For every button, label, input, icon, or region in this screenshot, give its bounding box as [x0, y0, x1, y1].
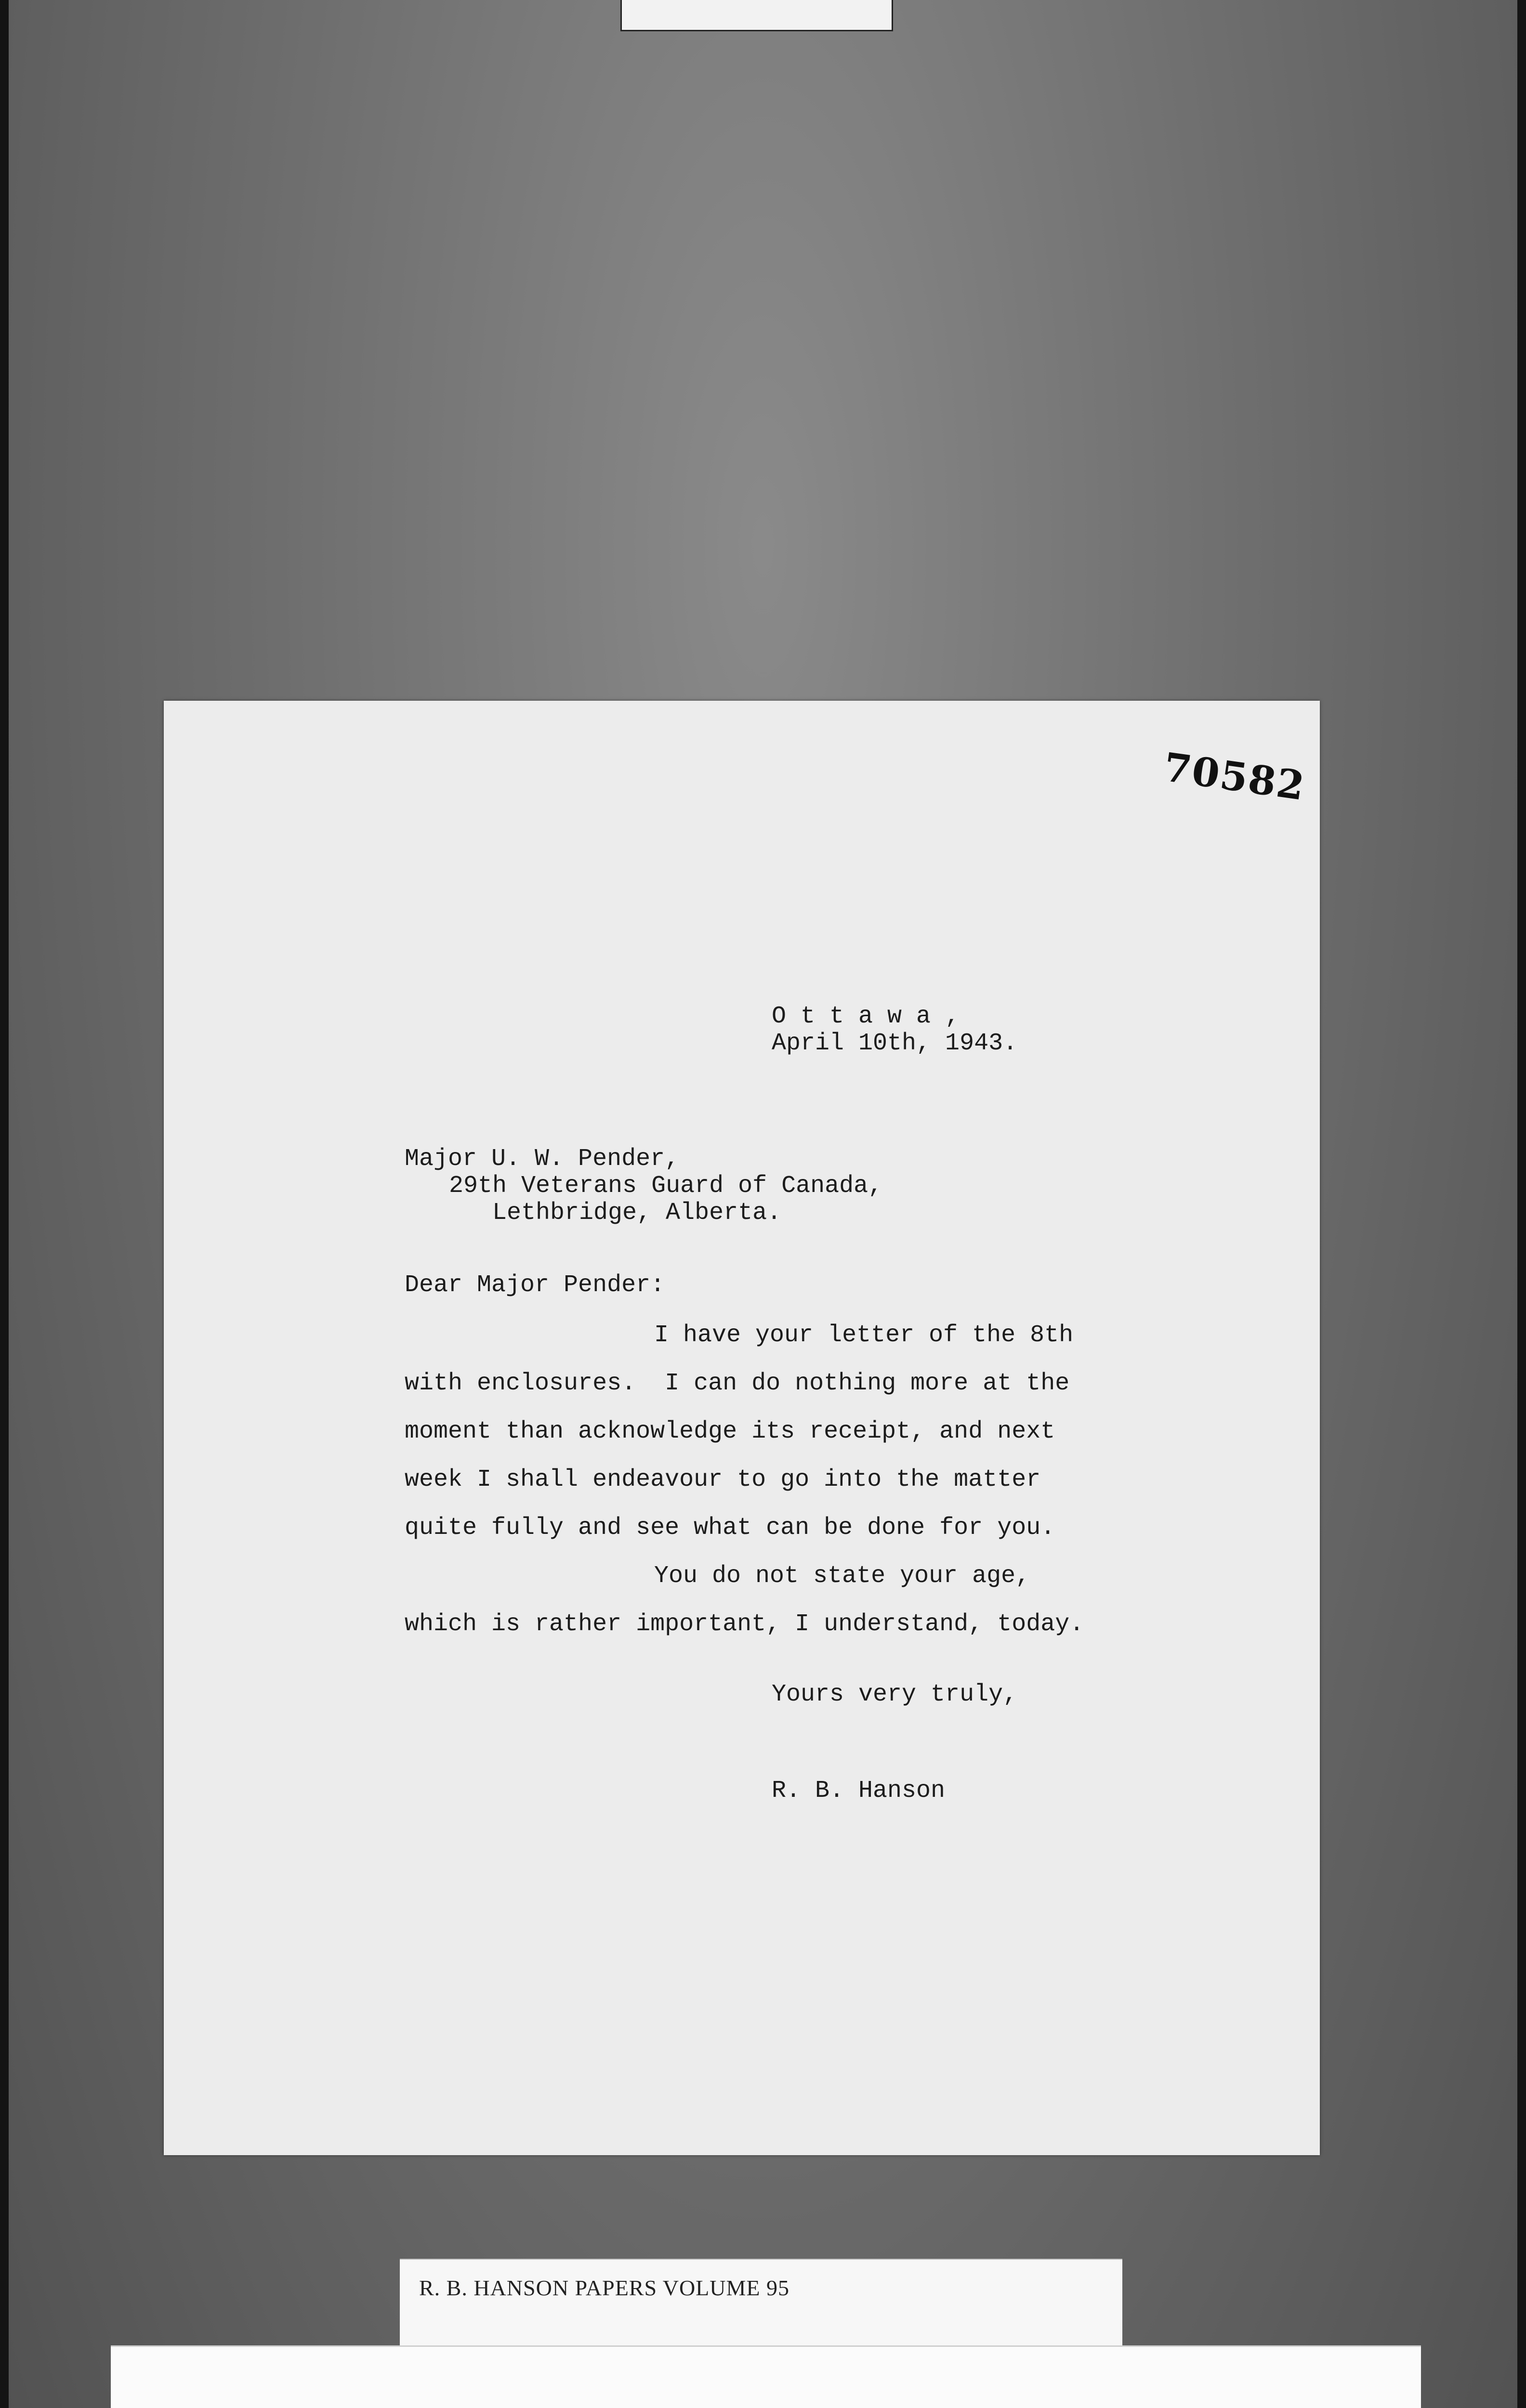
archive-volume-label-text: R. B. HANSON PAPERS VOLUME 95: [419, 2276, 789, 2300]
letter-closing: Yours very truly,: [772, 1681, 1018, 1708]
recipient-location: Lethbridge, Alberta.: [492, 1199, 782, 1227]
top-clip-tab: [620, 0, 893, 31]
archive-volume-label: [400, 2259, 1122, 2349]
letter-signature: R. B. Hanson: [772, 1777, 946, 1805]
document-stamp-number: 70582: [1160, 744, 1308, 810]
film-edge-left: [0, 0, 9, 2408]
salutation: Dear Major Pender:: [405, 1271, 665, 1299]
body-line: moment than acknowledge its receipt, and next: [405, 1418, 1055, 1445]
body-line: I have your letter of the 8th: [654, 1322, 1074, 1349]
body-line: quite fully and see what can be done for you.: [405, 1514, 1055, 1542]
body-line: week I shall endeavour to go into the matter: [405, 1466, 1041, 1493]
body-line: which is rather important, I understand, today.: [405, 1610, 1084, 1638]
public-archives-card: [111, 2345, 1421, 2408]
recipient-unit: 29th Veterans Guard of Canada,: [449, 1172, 883, 1200]
letter-place: O t t a w a ,: [772, 1003, 960, 1030]
letter-date: April 10th, 1943.: [772, 1030, 1018, 1057]
film-edge-right: [1517, 0, 1526, 2408]
body-line: You do not state your age,: [654, 1562, 1030, 1590]
body-line: with enclosures. I can do nothing more at the: [405, 1370, 1070, 1397]
recipient-name: Major U. W. Pender,: [405, 1145, 680, 1173]
